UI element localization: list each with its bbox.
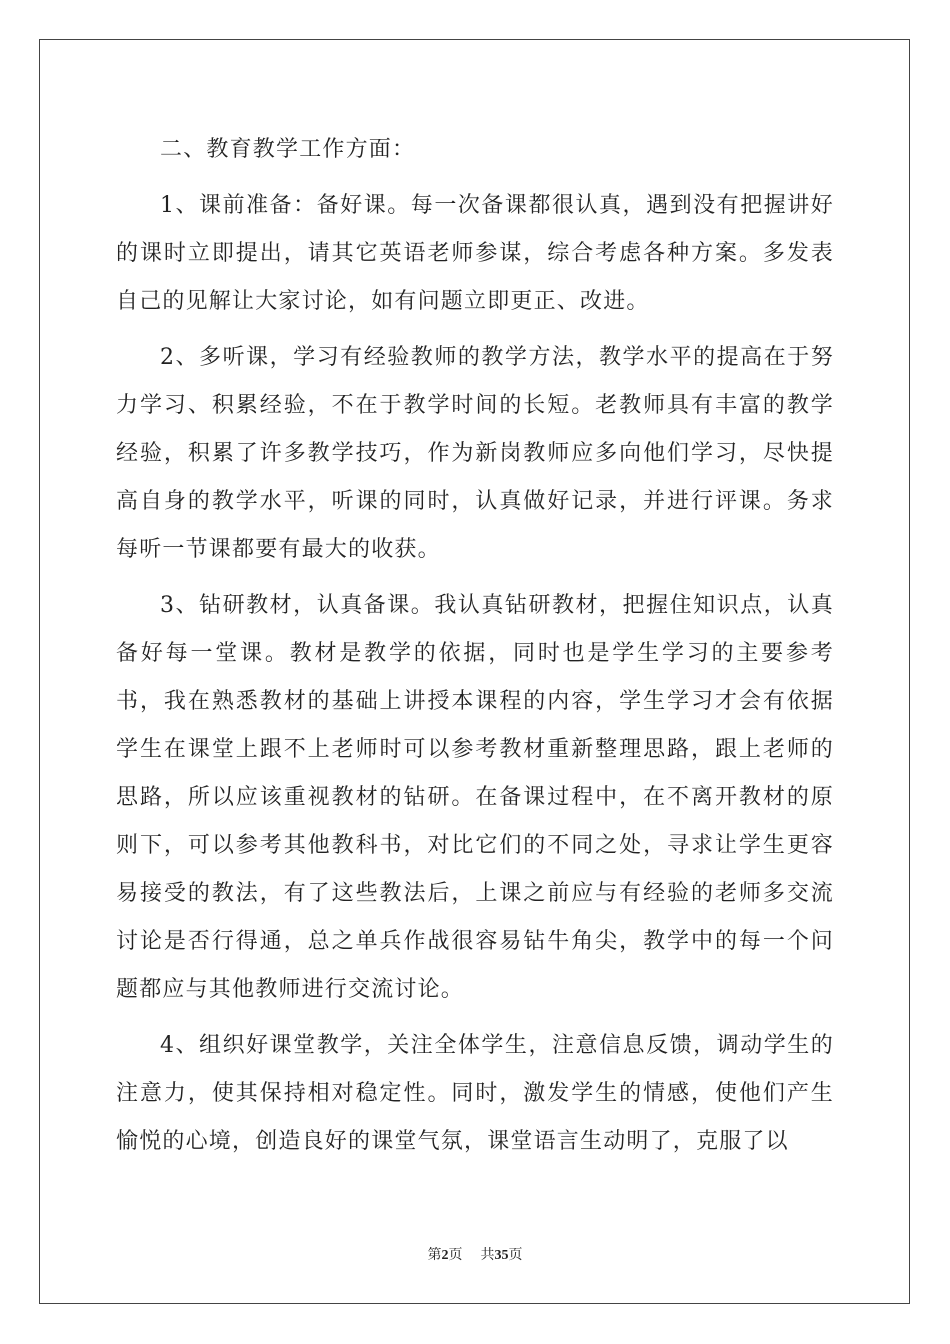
paragraph-3: 3、钻研教材，认真备课。我认真钻研教材，把握住知识点，认真备好每一堂课。教材是教学的依据，同时也是学生学习的主要参考书，我在熟悉教材的基础上讲授本课程的内容，学生学习才会有依据学生在课堂上跟不上老师时可以参考教材重新整理思路，跟上老师的思路，所以应该重视教材的钻研。在备课过程中，在不离开教材的原则下，可以参考其他教科书，对比它们的不同之处，寻求让学生更容易接受的教法，有了这些教法后，上课之前应与有经验的老师多交流讨论是否行得通，总之单兵作战很容易钻牛角尖，教学中的每一个问题都应与其他教师进行交流讨论。 (116, 593, 834, 1002)
page-number: 2 (441, 1248, 449, 1263)
total-prefix: 共 (480, 1248, 495, 1263)
total-pages: 35 (494, 1248, 509, 1263)
paragraph-4: 4、组织好课堂教学，关注全体学生，注意信息反馈，调动学生的注意力，使其保持相对稳定性。同时，激发学生的情感，使他们产生愉悦的心境，创造良好的课堂气氛，课堂语言生动明了，克服了以 (116, 1033, 834, 1154)
page-prefix: 第 (427, 1248, 442, 1263)
paragraph-1: 1、课前准备：备好课。每一次备课都很认真，遇到没有把握讲好的课时立即提出，请其它英语老师参谋，综合考虑各种方案。多发表自己的见解让大家讨论，如有问题立即更正、改进。 (116, 193, 834, 314)
page-footer (0, 1244, 950, 1264)
document-body (116, 126, 834, 1174)
total-suffix: 页 (508, 1248, 523, 1263)
paragraph-2: 2、多听课，学习有经验教师的教学方法，教学水平的提高在于努力学习、积累经验，不在于教学时间的长短。老教师具有丰富的教学经验，积累了许多教学技巧，作为新岗教师应多向他们学习，尽快提高自身的教学水平，听课的同时，认真做好记录，并进行评课。务求每听一节课都要有最大的收获。 (116, 345, 834, 562)
page-suffix: 页 (448, 1248, 463, 1263)
section-heading: 二、教育教学工作方面： (160, 137, 416, 162)
